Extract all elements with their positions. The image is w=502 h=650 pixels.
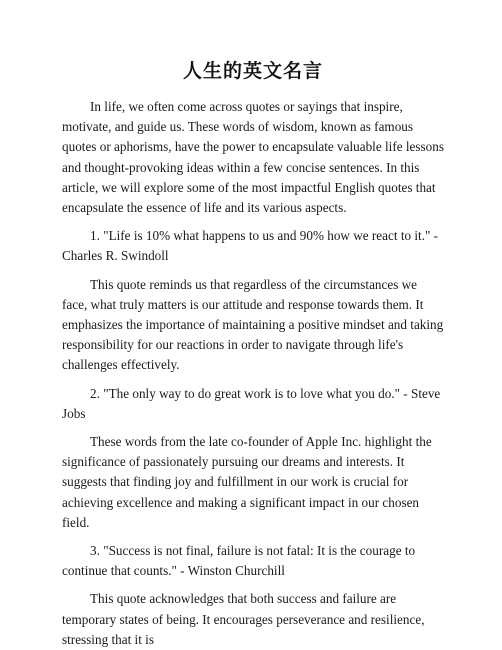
quote-3-explanation: This quote acknowledges that both success and failure are temporary states of being. It encourages perseverance and resilience, stressing that it is [62, 591, 425, 647]
quote-2-explanation: These words from the late co-founder of Apple Inc. highlight the significance of passionately pursuing our dreams and interests. It suggests that finding joy and fulfillment in our work is crucial for achieving excellence and making a significant impact in our chosen field. [62, 434, 432, 530]
quote-3: 3. "Success is not final, failure is not fatal: It is the courage to continue that counts." - Winston Churchill [62, 543, 416, 579]
quote-1-explanation: This quote reminds us that regardless of the circumstances we face, what truly matters is our attitude and response towards them. It emphasizes the importance of maintaining a positive mindset and taking responsibility for our reactions in order to navigate through life's challenges effectively. [62, 276, 444, 373]
document-title: 人生的英文名言 [182, 60, 323, 82]
quote-1: 1. "Life is 10% what happens to us and 90% how we react to it." - Charles R. Swindoll [62, 228, 439, 264]
intro-paragraph: In life, we often come across quotes or sayings that inspire, motivate, and guide us. These words of wisdom, known as famous quotes or aphorisms, have the power to encapsulate valuable life lessons and thought-provoking ideas within a few concise sentences. In this article, we will explore some of the most impactful English quotes that encapsulate the essence of life and its various aspects. [62, 99, 444, 216]
quote-2: 2. "The only way to do great work is to love what you do." - Steve Jobs [62, 385, 441, 421]
